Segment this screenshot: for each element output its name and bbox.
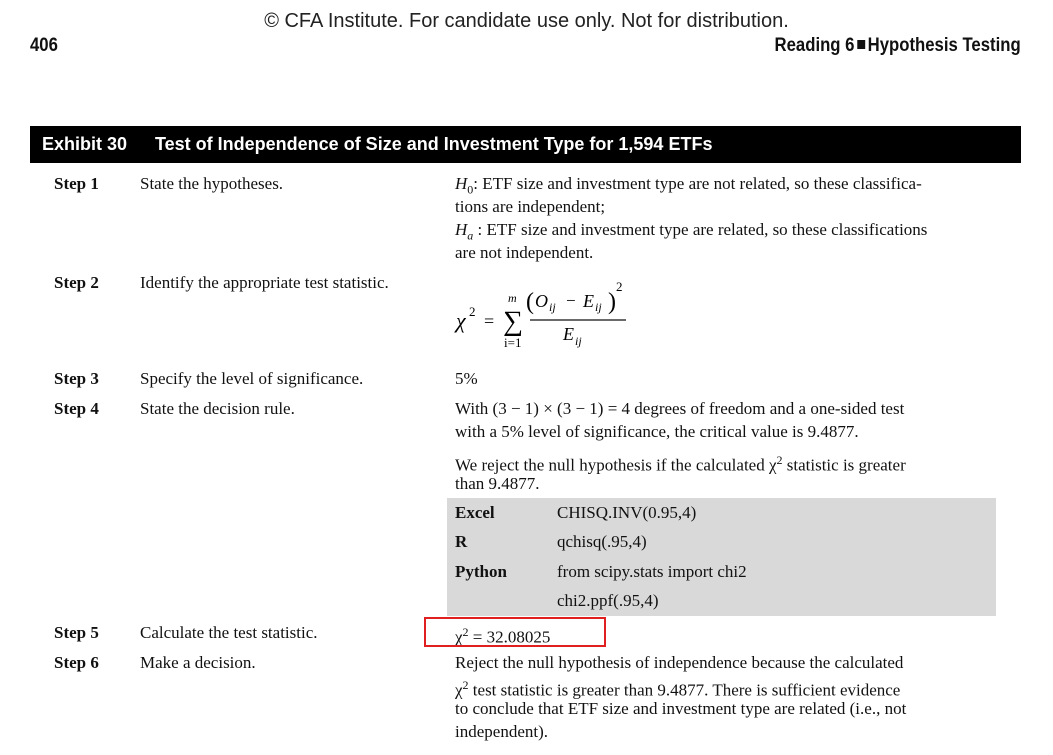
step-6-label: Step 6 [54,653,99,672]
step-4-description: State the decision rule. [140,399,295,418]
h0-text: : ETF size and investment type are not related, so these classifica- [473,174,922,193]
exhibit-title: Test of Independence of Size and Investment Type for 1,594 ETFs [155,134,713,154]
test-statistic-number: = 32.08025 [468,627,551,647]
python-code-line-2: chi2.ppf(.95,4) [557,591,659,610]
decision-line-4: independent). [455,722,548,741]
ha-text: : ETF size and investment type are related, so these classifications [473,220,928,239]
chi-square-formula [450,278,650,358]
chi-squared-superscript: 2 [462,678,469,692]
exhibit-title-bar [30,126,1021,163]
highlight-box [424,617,606,647]
formula-sum-upper: m [508,291,517,305]
formula-chi: χ [456,308,466,333]
h0-symbol: H [455,174,468,193]
formula-denominator-e: E [563,324,574,344]
step-1-description: State the hypotheses. [140,174,284,193]
step-2-description: Identify the appropriate test statistic. [140,273,389,292]
formula-numerator-ij2: ij [595,300,602,314]
formula-numerator-o: O [535,291,548,311]
step-3-label: Step 3 [54,369,99,388]
reading-label: Reading 6 [774,35,855,56]
step-5-label: Step 5 [54,623,99,642]
copyright-notice: © CFA Institute. For candidate use only. Not for distribution. [264,10,789,32]
formula-chi-squared: 2 [469,304,476,319]
reading-title: Hypothesis Testing [868,35,1021,56]
chi-symbol: χ [455,680,463,700]
step-5-description: Calculate the test statistic. [140,623,318,642]
python-label: Python [455,562,507,581]
step-2-label: Step 2 [54,273,99,292]
decision-rule-line-3a: We reject the null hypothesis if the calculated χ [455,455,777,475]
chi-squared-superscript: 2 [462,625,469,639]
excel-label: Excel [455,503,495,522]
chi-symbol: χ [455,627,463,647]
formula-numerator-minus: − [566,291,576,310]
h0-continuation: tions are independent; [455,197,606,216]
decision-rule-line-1: With (3 − 1) × (3 − 1) = 4 degrees of freedom and a one-sided test [455,399,905,418]
formula-left-paren: ( [526,289,534,315]
decision-line-3: to conclude that ETF size and investment type are related (i.e., not [455,699,907,718]
r-code: qchisq(.95,4) [557,532,647,551]
formula-right-paren: ) [608,289,616,315]
formula-numerator-ij1: ij [549,300,556,314]
exhibit-label: Exhibit 30 [42,134,128,154]
step-1-label: Step 1 [54,174,99,193]
formula-equals: = [484,311,495,331]
step-4-label: Step 4 [54,399,99,418]
formula-denominator-ij: ij [575,334,582,348]
decision-rule-line-2: with a 5% level of significance, the critical value is 9.4877. [455,422,859,441]
r-label: R [455,532,468,551]
decision-rule-line-4: than 9.4877. [455,474,540,493]
h0-subscript: 0 [467,182,474,197]
decision-rule-line-3b: statistic is greater [782,455,906,475]
step-3-description: Specify the level of significance. [140,369,364,388]
ha-continuation: are not independent. [455,243,594,262]
chi-squared-superscript: 2 [776,453,783,467]
excel-code: CHISQ.INV(0.95,4) [557,503,697,522]
formula-numerator-e: E [583,291,594,311]
formula-sum-lower: i=1 [504,335,522,350]
ha-subscript: a [467,228,474,243]
python-code-line-1: from scipy.stats import chi2 [557,562,747,581]
decision-line-2-text: test statistic is greater than 9.4877. There is sufficient evidence [468,680,901,700]
running-head [775,35,1021,57]
significance-level: 5% [455,369,478,388]
square-bullet-icon [857,40,865,49]
formula-sum-symbol: ∑ [503,306,523,337]
software-code-box [447,498,996,616]
page-number: 406 [30,35,58,56]
formula-exponent: 2 [616,279,623,294]
step-6-description: Make a decision. [140,653,256,672]
ha-symbol: H [455,220,468,239]
decision-line-1: Reject the null hypothesis of independence because the calculated [455,653,904,672]
